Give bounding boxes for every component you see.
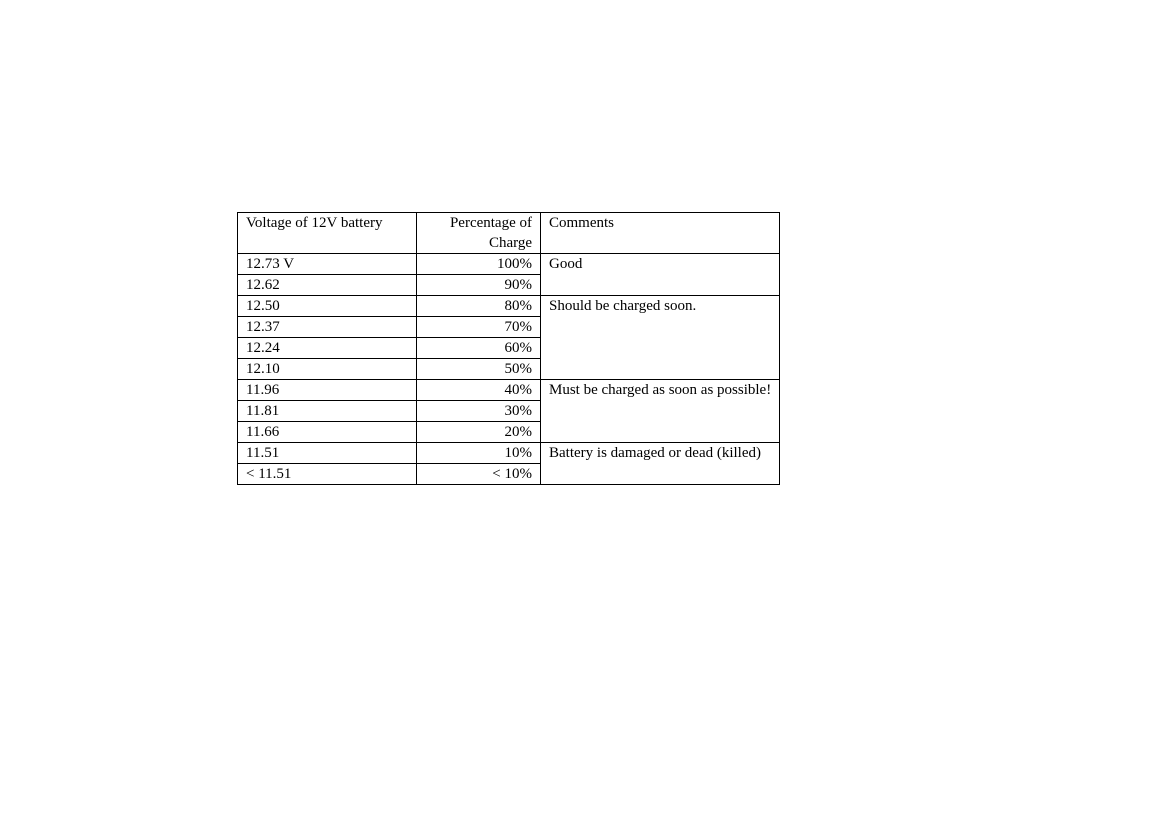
voltage-cell: 11.96 <box>238 380 417 401</box>
voltage-cell: 11.66 <box>238 422 417 443</box>
voltage-cell: 12.50 <box>238 296 417 317</box>
voltage-cell: 11.51 <box>238 443 417 464</box>
percentage-cell: 20% <box>417 422 541 443</box>
table-header-row <box>238 213 780 254</box>
percentage-cell: 10% <box>417 443 541 464</box>
table-row <box>238 443 780 464</box>
comment-cell-charge-asap: Must be charged as soon as possible! <box>541 380 780 443</box>
header-comments: Comments <box>541 213 780 254</box>
voltage-cell: 12.37 <box>238 317 417 338</box>
percentage-cell: 50% <box>417 359 541 380</box>
percentage-cell: < 10% <box>417 464 541 485</box>
header-percentage-line2: Charge <box>488 235 532 251</box>
percentage-cell: 60% <box>417 338 541 359</box>
voltage-cell: 11.81 <box>238 401 417 422</box>
percentage-cell: 100% <box>417 254 541 275</box>
battery-charge-table <box>237 212 780 485</box>
voltage-cell: 12.73 V <box>238 254 417 275</box>
percentage-cell: 80% <box>417 296 541 317</box>
table-row <box>238 296 780 317</box>
table-row <box>238 254 780 275</box>
percentage-cell: 40% <box>417 380 541 401</box>
header-voltage: Voltage of 12V battery <box>238 213 417 254</box>
percentage-cell: 70% <box>417 317 541 338</box>
table-row <box>238 380 780 401</box>
percentage-cell: 30% <box>417 401 541 422</box>
percentage-cell: 90% <box>417 275 541 296</box>
voltage-cell: 12.10 <box>238 359 417 380</box>
voltage-cell: < 11.51 <box>238 464 417 485</box>
comment-cell-damaged: Battery is damaged or dead (killed) <box>541 443 780 485</box>
voltage-cell: 12.24 <box>238 338 417 359</box>
voltage-cell: 12.62 <box>238 275 417 296</box>
header-percentage <box>417 213 541 254</box>
comment-cell-good: Good <box>541 254 780 296</box>
comment-cell-charge-soon: Should be charged soon. <box>541 296 780 380</box>
header-percentage-line1: Percentage of <box>449 215 532 231</box>
